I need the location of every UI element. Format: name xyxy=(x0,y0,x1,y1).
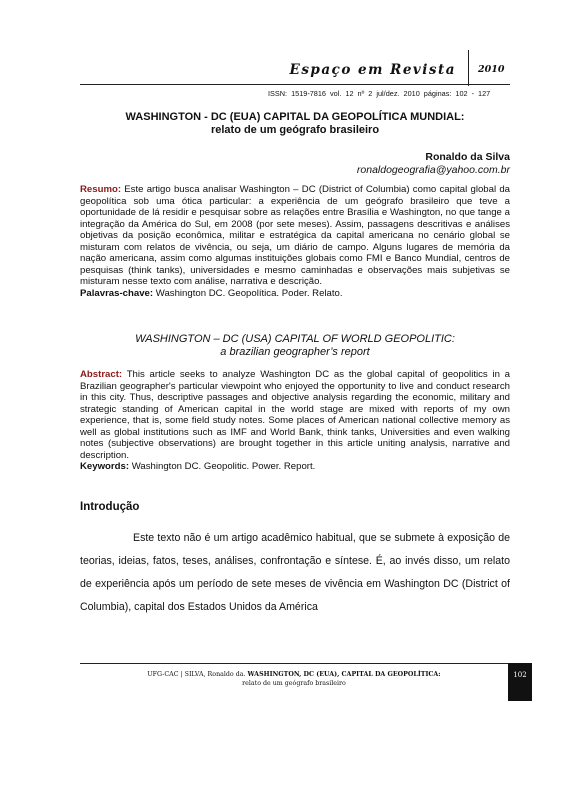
issn-line: ISSN: 1519-7816 vol. 12 nº 2 jul/dez. 2010 páginas: 102 - 127 xyxy=(268,89,491,98)
footer-rule xyxy=(80,663,510,664)
resumo-label: Resumo: xyxy=(80,184,122,195)
palavras-chave-label: Palavras-chave: xyxy=(80,287,154,299)
journal-year: 2010 xyxy=(478,64,505,75)
author-name: Ronaldo da Silva xyxy=(425,151,510,163)
title-line-2: relato de um geógrafo brasileiro xyxy=(210,124,380,136)
footer-citation-subtitle: relato de um geógrafo brasileiro xyxy=(242,680,346,687)
author-email: ronaldogeografia@yahoo.com.br xyxy=(356,164,510,176)
journal-title: Espaço em Revista xyxy=(289,62,456,78)
keywords-label: Keywords: xyxy=(80,461,130,472)
english-title-line-1: WASHINGTON – DC (USA) CAPITAL OF WORLD GEOPOLITIC: xyxy=(135,333,455,345)
english-title xyxy=(80,333,510,359)
footer-citation-prefix: UFG-CAC | SILVA, Ronaldo da. xyxy=(147,671,248,678)
intro-body xyxy=(80,527,510,619)
footer-citation-title: WASHINGTON, DC (EUA), CAPITAL DA GEOPOLÍTICA: xyxy=(247,671,441,678)
resumo-block xyxy=(80,184,510,299)
title-line-1: WASHINGTON - DC (EUA) CAPITAL DA GEOPOLÍTICA MUNDIAL: xyxy=(125,111,465,123)
page-number: 102 xyxy=(513,671,527,679)
section-heading-introducao: Introdução xyxy=(80,501,140,513)
article-title xyxy=(80,111,510,137)
footer-citation xyxy=(80,670,508,688)
abstract-block xyxy=(80,369,510,473)
header-divider xyxy=(468,50,469,86)
abstract-text: This article seeks to analyze Washington DC as the global capital of geopolitics in a Brazilian geographer's particular viewpoint who enjoyed the opportunity to live and conduct research in this city. Thus, descriptive passages and objective analysis regarding the economic, military and strategic standing of American capital in the world stage are mixed with reports of my own experience, that is, some field study notes. Some places of American national collective memory as well as global institutions such as IMF and World Bank, think tanks, Universities and even walking notes (subjective observations) are brought together in this article uniting analysis, narrative and description. xyxy=(80,369,510,461)
header-rule xyxy=(80,84,510,85)
english-title-line-2: a brazilian geographer’s report xyxy=(220,346,370,358)
abstract-label: Abstract: xyxy=(80,369,123,380)
palavras-chave-text: Washington DC. Geopolítica. Poder. Relato. xyxy=(153,287,343,299)
keywords-text: Washington DC. Geopolitic. Power. Report. xyxy=(129,461,316,472)
page-number-box xyxy=(508,663,532,701)
resumo-text: Este artigo busca analisar Washington – DC (District of Columbia) como capital global da geopolítica sob uma ótica particular: a experiência de um geógrafo brasileiro que teve a oportunidade de lá residir e pesquisar sobre as relações entre Brasília e Washington, no que tange a integração da América do Sul, em 2008 (por sete meses). Assim, passagens descritivas e análises objetivas da posição econômica, militar e estratégica da capital americana no cenário global se misturam com relatos de vivência, ou seja, um diário de campo. Alguns lugares de memória da nação americana, assim como algumas instituições globais como FMI e Banco Mundial, centros de pesquisas (think tanks), universidades e mesmo caminhadas e observações mais subjetivas se misturam nesse texto com análise, narrativa e descrição. xyxy=(80,184,510,287)
intro-paragraph: Este texto não é um artigo acadêmico habitual, que se submete à exposição de teorias, ideias, fatos, teses, análises, confrontação e síntese. É, ao invés disso, um relato de experiência após um período de sete meses de vivência em Washington DC (District of Columbia), capital dos Estados Unidos da América xyxy=(80,532,510,613)
